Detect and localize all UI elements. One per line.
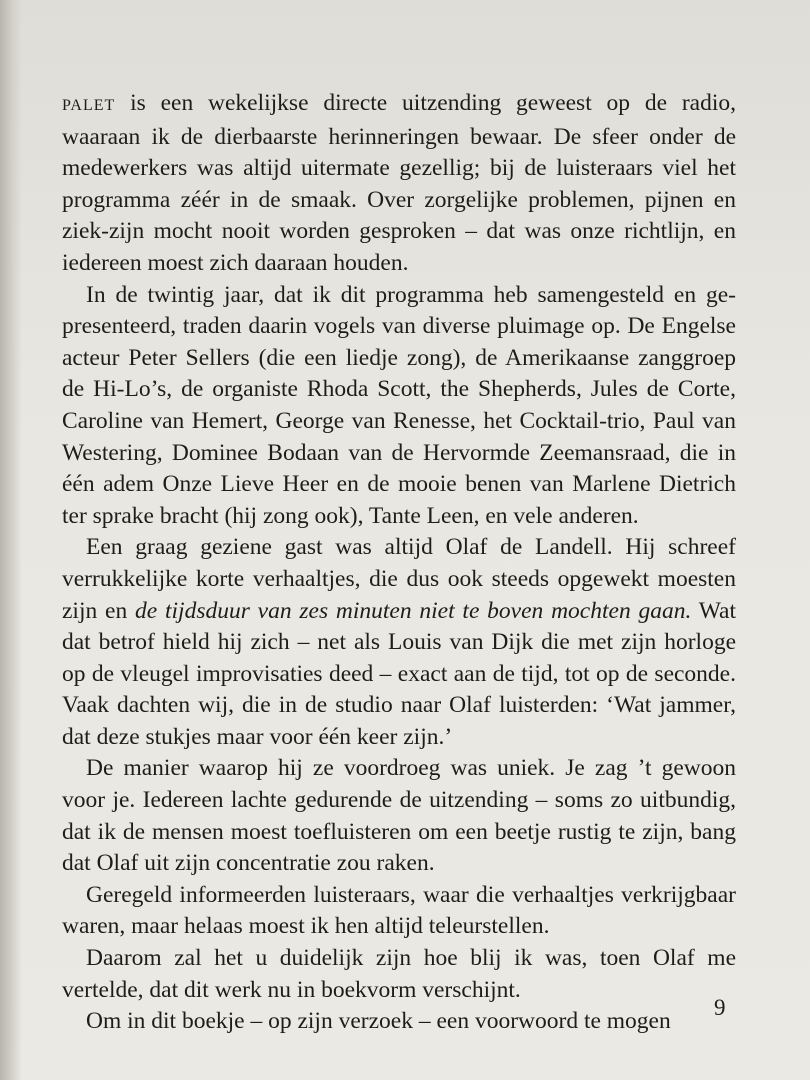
page-number: 9 [714, 995, 726, 1020]
paragraph-7: Om in dit boekje – op zijn verzoek – een voorwoord te mogen [86, 1008, 671, 1035]
smallcaps-program-name: PALET [62, 97, 116, 114]
paragraph-3-italic: de tijdsduur van zes minuten niet te boven mochten gaan. [135, 597, 692, 624]
paragraph-6: Daarom zal het u duidelijk zijn hoe blij ik was, toen Olaf me vertelde, dat dit werk nu in boekvorm verschijnt. [62, 945, 736, 1003]
paragraph-5: Geregeld informeerden luisteraars, waar die verhaaltjes verkrijgbaar waren, maar helaas moest ik hen altijd teleurstellen. [62, 881, 736, 940]
paragraph-3-text-before: Een graag geziene gast was altijd Olaf de Landell. Hij schreef verrukkelijke korte verhaaltjes, die dus ook steeds opgewekt moesten zijn en [62, 534, 736, 624]
paragraph-3 [62, 532, 736, 753]
paragraph-1 [62, 88, 736, 280]
paragraph-1-text: is een wekelijkse directe uitzending geweest op de radio, waaraan ik de dierbaarste herinneringen bewaar. De sfeer onder de medewerkers was altijd uitermate gezellig; bij de luisteraars viel het programma zéér in de smaak. Over zorgelijke problemen, pijnen en ziek-zijn mocht nooit worden gesproken – dat was onze richtlijn, en iedereen moest zich daaraan houden. [62, 90, 736, 276]
paragraph-2: In de twintig jaar, dat ik dit programma heb samengesteld en gepresenteerd, traden daarin vogels van diverse pluimage op. De Engelse acteur Peter Sellers (die een liedje zong), de Amerikaanse zanggroep de Hi-Lo’s, de organiste Rhoda Scott, the Shepherds, Jules de Corte, Caroline van Hemert, George van Renesse, het Cocktail-trio, Paul van Westering, Dominee Bodaan van de Hervormde Zeemansraad, die in één adem Onze Lieve Heer en de mooie benen van Marlene Dietrich ter sprake bracht (hij zong ook), Tante Leen, en vele anderen. [62, 281, 736, 529]
page-gutter-shadow [0, 0, 22, 1080]
paragraph-3-text-after: Wat dat betrof hield hij zich – net als Louis van Dijk die met zijn horloge op de vleugel improvisaties deed – exact aan de tijd, tot op de seconde. Vaak dachten wij, die in de studio naar Olaf luisterden: ‘Wat jammer, dat deze stukjes maar voor één keer zijn.’ [62, 597, 737, 750]
paragraph-4: De manier waarop hij ze voordroeg was uniek. Je zag ’t gewoon voor je. Iedereen lachte gedurende de uitzending – soms zo uitbundig, dat ik de mensen moest toefluisteren om een beetje rustig te zijn, bang dat Olaf uit zijn concentratie zou raken. [62, 755, 736, 877]
body-text [62, 88, 736, 1038]
